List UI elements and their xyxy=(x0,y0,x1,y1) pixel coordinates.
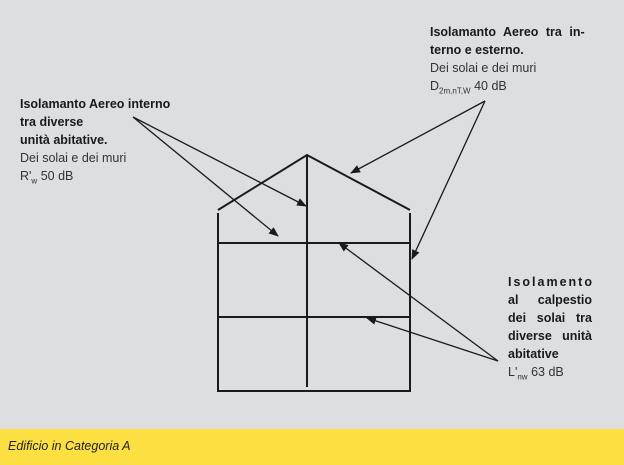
arrow-calpestio-1 xyxy=(339,243,498,361)
label-esterno xyxy=(430,23,590,101)
label-interno xyxy=(20,95,170,191)
label-calpestio xyxy=(508,273,592,387)
label-sub: Dei solai e dei muri xyxy=(20,151,127,165)
label-title: diverse unità xyxy=(508,329,592,343)
label-value: $L'_{nw}$ 63 dB xyxy=(508,365,564,382)
label-value: $D_{2m,nT,W}$ 40 dB xyxy=(430,79,507,96)
label-title: al calpestio xyxy=(508,293,592,307)
label-title: Isolamento xyxy=(508,275,594,289)
footer-bar xyxy=(0,429,624,465)
label-value: $R'_w$ 50 dB xyxy=(20,169,74,186)
label-sub: Dei solai e dei muri xyxy=(430,61,537,75)
label-title: terno e esterno. xyxy=(430,43,524,57)
footer-caption: Edificio in Categoria A xyxy=(8,439,131,453)
label-title: abitative xyxy=(508,347,559,361)
label-title: unità abitative. xyxy=(20,133,108,147)
label-title: Isolamanto Aereo interno xyxy=(20,97,171,111)
arrow-esterno-2 xyxy=(412,101,485,259)
arrow-calpestio-2 xyxy=(367,318,498,361)
roof xyxy=(218,155,410,210)
label-title: tra diverse xyxy=(20,115,84,129)
label-title: Isolamanto Aereo tra in- xyxy=(430,25,585,39)
arrow-esterno-1 xyxy=(351,101,485,173)
label-title: dei solai tra xyxy=(508,311,592,325)
